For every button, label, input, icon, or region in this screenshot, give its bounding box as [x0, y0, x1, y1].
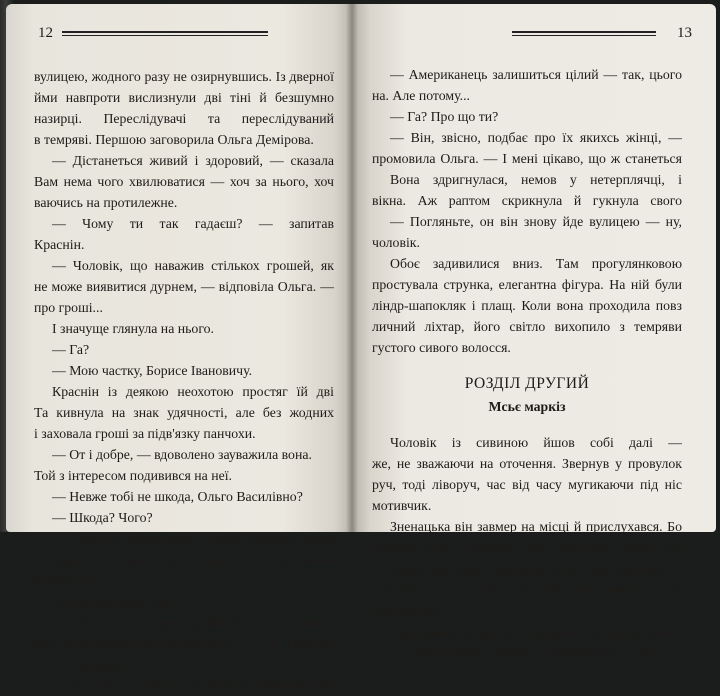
- text-line: Вам нема чого хвилюватися — хоч за нього, хоч: [34, 174, 334, 189]
- text-line: — Чоловік, що наважив стількох грошей, як: [52, 258, 334, 273]
- text-line: промовила Ольга. — І мені цікаво, що ж станеться: [372, 151, 682, 166]
- text-line: і заховала гроші за підв'язку панчохи.: [34, 426, 256, 441]
- text-line: про гроші...: [34, 300, 103, 315]
- text-line: Та в задумі кивнула.: [52, 594, 172, 609]
- text-line: Чоловік із сивиною йшов собі далі —: [390, 435, 682, 450]
- text-line: на. Але потому...: [372, 88, 471, 103]
- text-line: Краснін із деякою неохотою простяг їй дві: [52, 384, 334, 399]
- text-line: Краснін.: [34, 237, 85, 252]
- text-line: — От і добре, — вдоволено зауважила вона.: [52, 447, 312, 462]
- text-line: назирці. Переслідувачі та переслідуваний: [34, 111, 334, 126]
- text-line: Вона здригнулася, немов у нетерплячці, і: [390, 172, 682, 187]
- left-page: [6, 4, 352, 693]
- text-line: же, не зважаючи на оточення. Звернув у провулок: [372, 456, 682, 471]
- text-line: Той з інтересом подивився на неї.: [34, 468, 232, 483]
- text-line: — Ну-ну? — зацікавлено запитав співрозмовник.: [52, 678, 343, 693]
- book-gutter: [346, 4, 358, 532]
- text-line: — Він, звісно, подбає про їх якихсь жінці, —: [390, 130, 682, 145]
- text-line: ваючись на протилежне.: [34, 195, 178, 210]
- text-line: руч, тоді ліворуч, час від часу мугикаючи під ніс: [372, 477, 682, 492]
- text-line: Звернувши за ріг, він натрапив на сцену якоїсь: [390, 624, 682, 639]
- text-line: простувала стрункa, елегантна фігура. На ній були: [372, 277, 682, 292]
- text-line: не може виявитися дурнем, — відповіла Ольга. —: [34, 279, 334, 294]
- text-line: в темряві. Першою заговорила Ольга Демірова.: [34, 132, 314, 147]
- header-rule-right: [512, 31, 656, 36]
- text-line: чоловік.: [372, 235, 420, 250]
- left-page-header: [38, 24, 338, 46]
- right-page: [352, 4, 716, 660]
- text-line: мотивчик.: [372, 498, 432, 513]
- text-line: ліндр-шапокляк і плащ. Коли вона проходила повз: [372, 298, 682, 313]
- chapter-subtitle: Мсьє маркіз: [488, 399, 566, 414]
- left-page-text: [34, 66, 343, 696]
- text-line: Обоє задивилися вниз. Там прогулянковою: [390, 256, 682, 271]
- chapter-spacer: [372, 418, 682, 432]
- right-text-before-chapter: [372, 64, 682, 358]
- right-text-after-chapter: [372, 432, 682, 663]
- text-line: Та кивнула на знак удячності, але без жодних: [34, 405, 334, 420]
- text-line: сті: представник закону занотовував щось у: [372, 645, 682, 660]
- page-number-right: 13: [677, 25, 692, 41]
- text-line: посмішку. А відтак чоловік продовжив свою: [372, 582, 682, 597]
- text-line: прогулянку.: [372, 603, 442, 618]
- header-rule-left: [62, 31, 268, 36]
- text-line: і, гадаю, їх більшість, — які від таких речей: [34, 552, 334, 567]
- text-line: ють глузд через них голову. Але я — ні. Мені от: [34, 636, 334, 651]
- text-line: — Га?: [52, 342, 90, 357]
- text-line: — Того, що зберігалося у тебе. Бувають жінки: [52, 531, 334, 546]
- page-number-left: 12: [38, 25, 53, 41]
- right-page-header: [512, 24, 692, 46]
- text-line: певний звук. Неначе десь лопнула шина чи,: [372, 540, 682, 555]
- text-line: — і змовкла.: [52, 657, 128, 672]
- text-line: І значуще глянула на нього.: [52, 321, 214, 336]
- text-line: жеволіють.: [34, 573, 100, 588]
- text-line: — Так, тут ви маєте рацію. Більшість жінок: [52, 615, 334, 630]
- text-line: личний ліхтар, його світло вихопило з темряви: [372, 319, 682, 334]
- text-line: густого сивого волосся.: [372, 340, 511, 355]
- text-line: — Невже тобі не шкода, Ольго Василівно?: [52, 489, 303, 504]
- chapter-title: РОЗДІЛ ДРУГИЙ: [464, 375, 590, 392]
- text-line: — Га? Про що ти?: [390, 109, 499, 124]
- text-line: — Чому ти так гадаєш? — запитав: [52, 216, 334, 231]
- chapter-spacer: [372, 358, 682, 372]
- text-line: вулицею, жодного разу не озирнувшись. Із дверної: [34, 69, 334, 84]
- text-line: Зненацька він завмер на місці й прислухався. Бо: [390, 519, 682, 534]
- text-line: — Мою частку, Борисе Івановичу.: [52, 363, 253, 378]
- text-line: — Шкода? Чого?: [52, 510, 153, 525]
- right-page-text: [372, 64, 682, 663]
- text-line: — Погляньте, он він знову йде вулицею — ну,: [390, 214, 682, 229]
- text-line: — Дістанеться живий і здоровий, — сказала: [52, 153, 334, 168]
- text-line: стріляли. На якусь хвильку його губи склалися в: [372, 561, 682, 576]
- text-line: йми навпроти вислизнули дві тіні й безшумно: [34, 90, 334, 105]
- text-line: — Американець залишиться цілий — так, цього: [390, 67, 682, 82]
- text-line: вікна. Аж раптом скрикнула й гукнула свого: [372, 193, 682, 208]
